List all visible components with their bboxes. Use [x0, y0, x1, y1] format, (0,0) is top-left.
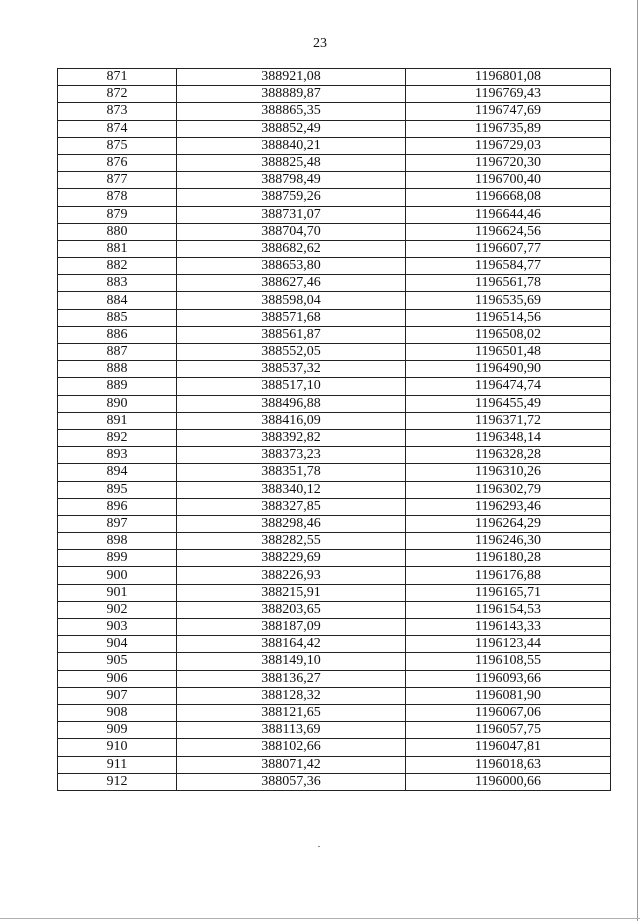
table-row [58, 172, 611, 189]
y-coordinate-cell: 1196584,77 [406, 258, 611, 275]
point-number-cell: 882 [58, 258, 177, 275]
y-coordinate-cell: 1196264,29 [406, 515, 611, 532]
point-number-cell: 904 [58, 636, 177, 653]
x-coordinate-cell: 388653,80 [177, 258, 406, 275]
x-coordinate-cell: 388327,85 [177, 498, 406, 515]
x-coordinate-cell: 388373,23 [177, 447, 406, 464]
x-coordinate-cell: 388840,21 [177, 137, 406, 154]
y-coordinate-cell: 1196302,79 [406, 481, 611, 498]
table-row [58, 275, 611, 292]
x-coordinate-cell: 388598,04 [177, 292, 406, 309]
y-coordinate-cell: 1196108,55 [406, 653, 611, 670]
x-coordinate-cell: 388164,42 [177, 636, 406, 653]
y-coordinate-cell: 1196293,46 [406, 498, 611, 515]
point-number-cell: 901 [58, 584, 177, 601]
table-row [58, 240, 611, 257]
y-coordinate-cell: 1196165,71 [406, 584, 611, 601]
point-number-cell: 893 [58, 447, 177, 464]
point-number-cell: 876 [58, 154, 177, 171]
point-number-cell: 902 [58, 601, 177, 618]
table-row [58, 515, 611, 532]
point-number-cell: 872 [58, 86, 177, 103]
table-row [58, 498, 611, 515]
x-coordinate-cell: 388682,62 [177, 240, 406, 257]
y-coordinate-cell: 1196000,66 [406, 773, 611, 790]
table-row [58, 258, 611, 275]
table-row [58, 739, 611, 756]
y-coordinate-cell: 1196143,33 [406, 619, 611, 636]
table-row [58, 481, 611, 498]
y-coordinate-cell: 1196093,66 [406, 670, 611, 687]
y-coordinate-cell: 1196508,02 [406, 326, 611, 343]
y-coordinate-cell: 1196720,30 [406, 154, 611, 171]
scan-bottom-edge [0, 918, 640, 919]
point-number-cell: 908 [58, 704, 177, 721]
x-coordinate-cell: 388852,49 [177, 120, 406, 137]
point-number-cell: 912 [58, 773, 177, 790]
y-coordinate-cell: 1196176,88 [406, 567, 611, 584]
x-coordinate-cell: 388187,09 [177, 619, 406, 636]
table-row [58, 773, 611, 790]
y-coordinate-cell: 1196455,49 [406, 395, 611, 412]
table-row [58, 412, 611, 429]
point-number-cell: 899 [58, 550, 177, 567]
table-row [58, 189, 611, 206]
x-coordinate-cell: 388298,46 [177, 515, 406, 532]
table-row [58, 670, 611, 687]
table-row [58, 687, 611, 704]
x-coordinate-cell: 388229,69 [177, 550, 406, 567]
table-row [58, 309, 611, 326]
x-coordinate-cell: 388517,10 [177, 378, 406, 395]
x-coordinate-cell: 388416,09 [177, 412, 406, 429]
x-coordinate-cell: 388496,88 [177, 395, 406, 412]
y-coordinate-cell: 1196057,75 [406, 722, 611, 739]
y-coordinate-cell: 1196747,69 [406, 103, 611, 120]
x-coordinate-cell: 388351,78 [177, 464, 406, 481]
x-coordinate-cell: 388113,69 [177, 722, 406, 739]
x-coordinate-cell: 388731,07 [177, 206, 406, 223]
table-row [58, 756, 611, 773]
y-coordinate-cell: 1196246,30 [406, 533, 611, 550]
y-coordinate-cell: 1196067,06 [406, 704, 611, 721]
table-row [58, 722, 611, 739]
y-coordinate-cell: 1196328,28 [406, 447, 611, 464]
x-coordinate-cell: 388759,26 [177, 189, 406, 206]
x-coordinate-cell: 388392,82 [177, 429, 406, 446]
table-row [58, 567, 611, 584]
x-coordinate-cell: 388057,36 [177, 773, 406, 790]
x-coordinate-cell: 388704,70 [177, 223, 406, 240]
point-number-cell: 897 [58, 515, 177, 532]
point-number-cell: 885 [58, 309, 177, 326]
point-number-cell: 875 [58, 137, 177, 154]
y-coordinate-cell: 1196047,81 [406, 739, 611, 756]
point-number-cell: 886 [58, 326, 177, 343]
x-coordinate-cell: 388627,46 [177, 275, 406, 292]
table-row [58, 601, 611, 618]
table-row [58, 344, 611, 361]
point-number-cell: 905 [58, 653, 177, 670]
x-coordinate-cell: 388340,12 [177, 481, 406, 498]
y-coordinate-cell: 1196348,14 [406, 429, 611, 446]
y-coordinate-cell: 1196668,08 [406, 189, 611, 206]
point-number-cell: 871 [58, 69, 177, 86]
table-row [58, 120, 611, 137]
table-row [58, 584, 611, 601]
page-number: 23 [313, 36, 327, 51]
table-row [58, 533, 611, 550]
x-coordinate-cell: 388282,55 [177, 533, 406, 550]
point-number-cell: 909 [58, 722, 177, 739]
y-coordinate-cell: 1196535,69 [406, 292, 611, 309]
table-row [58, 69, 611, 86]
y-coordinate-cell: 1196123,44 [406, 636, 611, 653]
point-number-cell: 883 [58, 275, 177, 292]
x-coordinate-cell: 388825,48 [177, 154, 406, 171]
x-coordinate-cell: 388121,65 [177, 704, 406, 721]
y-coordinate-cell: 1196474,74 [406, 378, 611, 395]
x-coordinate-cell: 388215,91 [177, 584, 406, 601]
table-row [58, 223, 611, 240]
y-coordinate-cell: 1196514,56 [406, 309, 611, 326]
point-number-cell: 880 [58, 223, 177, 240]
table-row [58, 429, 611, 446]
x-coordinate-cell: 388571,68 [177, 309, 406, 326]
x-coordinate-cell: 388889,87 [177, 86, 406, 103]
y-coordinate-cell: 1196490,90 [406, 361, 611, 378]
x-coordinate-cell: 388865,35 [177, 103, 406, 120]
y-coordinate-cell: 1196018,63 [406, 756, 611, 773]
point-number-cell: 911 [58, 756, 177, 773]
table-row [58, 619, 611, 636]
table-row [58, 378, 611, 395]
y-coordinate-cell: 1196154,53 [406, 601, 611, 618]
coordinates-table [57, 68, 611, 791]
y-coordinate-cell: 1196644,46 [406, 206, 611, 223]
x-coordinate-cell: 388128,32 [177, 687, 406, 704]
y-coordinate-cell: 1196801,08 [406, 69, 611, 86]
point-number-cell: 903 [58, 619, 177, 636]
x-coordinate-cell: 388226,93 [177, 567, 406, 584]
point-number-cell: 884 [58, 292, 177, 309]
point-number-cell: 878 [58, 189, 177, 206]
y-coordinate-cell: 1196180,28 [406, 550, 611, 567]
x-coordinate-cell: 388102,66 [177, 739, 406, 756]
table-row [58, 464, 611, 481]
point-number-cell: 898 [58, 533, 177, 550]
point-number-cell: 887 [58, 344, 177, 361]
x-coordinate-cell: 388561,87 [177, 326, 406, 343]
y-coordinate-cell: 1196310,26 [406, 464, 611, 481]
point-number-cell: 888 [58, 361, 177, 378]
x-coordinate-cell: 388798,49 [177, 172, 406, 189]
coordinates-table-body [58, 69, 611, 791]
point-number-cell: 890 [58, 395, 177, 412]
point-number-cell: 879 [58, 206, 177, 223]
table-row [58, 361, 611, 378]
table-row [58, 653, 611, 670]
table-row [58, 154, 611, 171]
point-number-cell: 907 [58, 687, 177, 704]
x-coordinate-cell: 388203,65 [177, 601, 406, 618]
point-number-cell: 892 [58, 429, 177, 446]
y-coordinate-cell: 1196607,77 [406, 240, 611, 257]
y-coordinate-cell: 1196729,03 [406, 137, 611, 154]
point-number-cell: 873 [58, 103, 177, 120]
y-coordinate-cell: 1196735,89 [406, 120, 611, 137]
table-row [58, 137, 611, 154]
table-row [58, 86, 611, 103]
point-number-cell: 895 [58, 481, 177, 498]
table-row [58, 636, 611, 653]
table-row [58, 292, 611, 309]
scan-speck [318, 846, 320, 847]
x-coordinate-cell: 388149,10 [177, 653, 406, 670]
point-number-cell: 877 [58, 172, 177, 189]
point-number-cell: 894 [58, 464, 177, 481]
point-number-cell: 900 [58, 567, 177, 584]
x-coordinate-cell: 388136,27 [177, 670, 406, 687]
point-number-cell: 874 [58, 120, 177, 137]
table-row [58, 550, 611, 567]
y-coordinate-cell: 1196081,90 [406, 687, 611, 704]
scan-right-edge [637, 0, 638, 921]
point-number-cell: 906 [58, 670, 177, 687]
y-coordinate-cell: 1196700,40 [406, 172, 611, 189]
y-coordinate-cell: 1196624,56 [406, 223, 611, 240]
table-row [58, 326, 611, 343]
table-row [58, 395, 611, 412]
point-number-cell: 891 [58, 412, 177, 429]
point-number-cell: 896 [58, 498, 177, 515]
point-number-cell: 889 [58, 378, 177, 395]
x-coordinate-cell: 388537,32 [177, 361, 406, 378]
point-number-cell: 881 [58, 240, 177, 257]
table-row [58, 103, 611, 120]
y-coordinate-cell: 1196769,43 [406, 86, 611, 103]
table-row [58, 206, 611, 223]
x-coordinate-cell: 388071,42 [177, 756, 406, 773]
y-coordinate-cell: 1196501,48 [406, 344, 611, 361]
y-coordinate-cell: 1196561,78 [406, 275, 611, 292]
table-row [58, 447, 611, 464]
x-coordinate-cell: 388921,08 [177, 69, 406, 86]
x-coordinate-cell: 388552,05 [177, 344, 406, 361]
y-coordinate-cell: 1196371,72 [406, 412, 611, 429]
table-row [58, 704, 611, 721]
point-number-cell: 910 [58, 739, 177, 756]
